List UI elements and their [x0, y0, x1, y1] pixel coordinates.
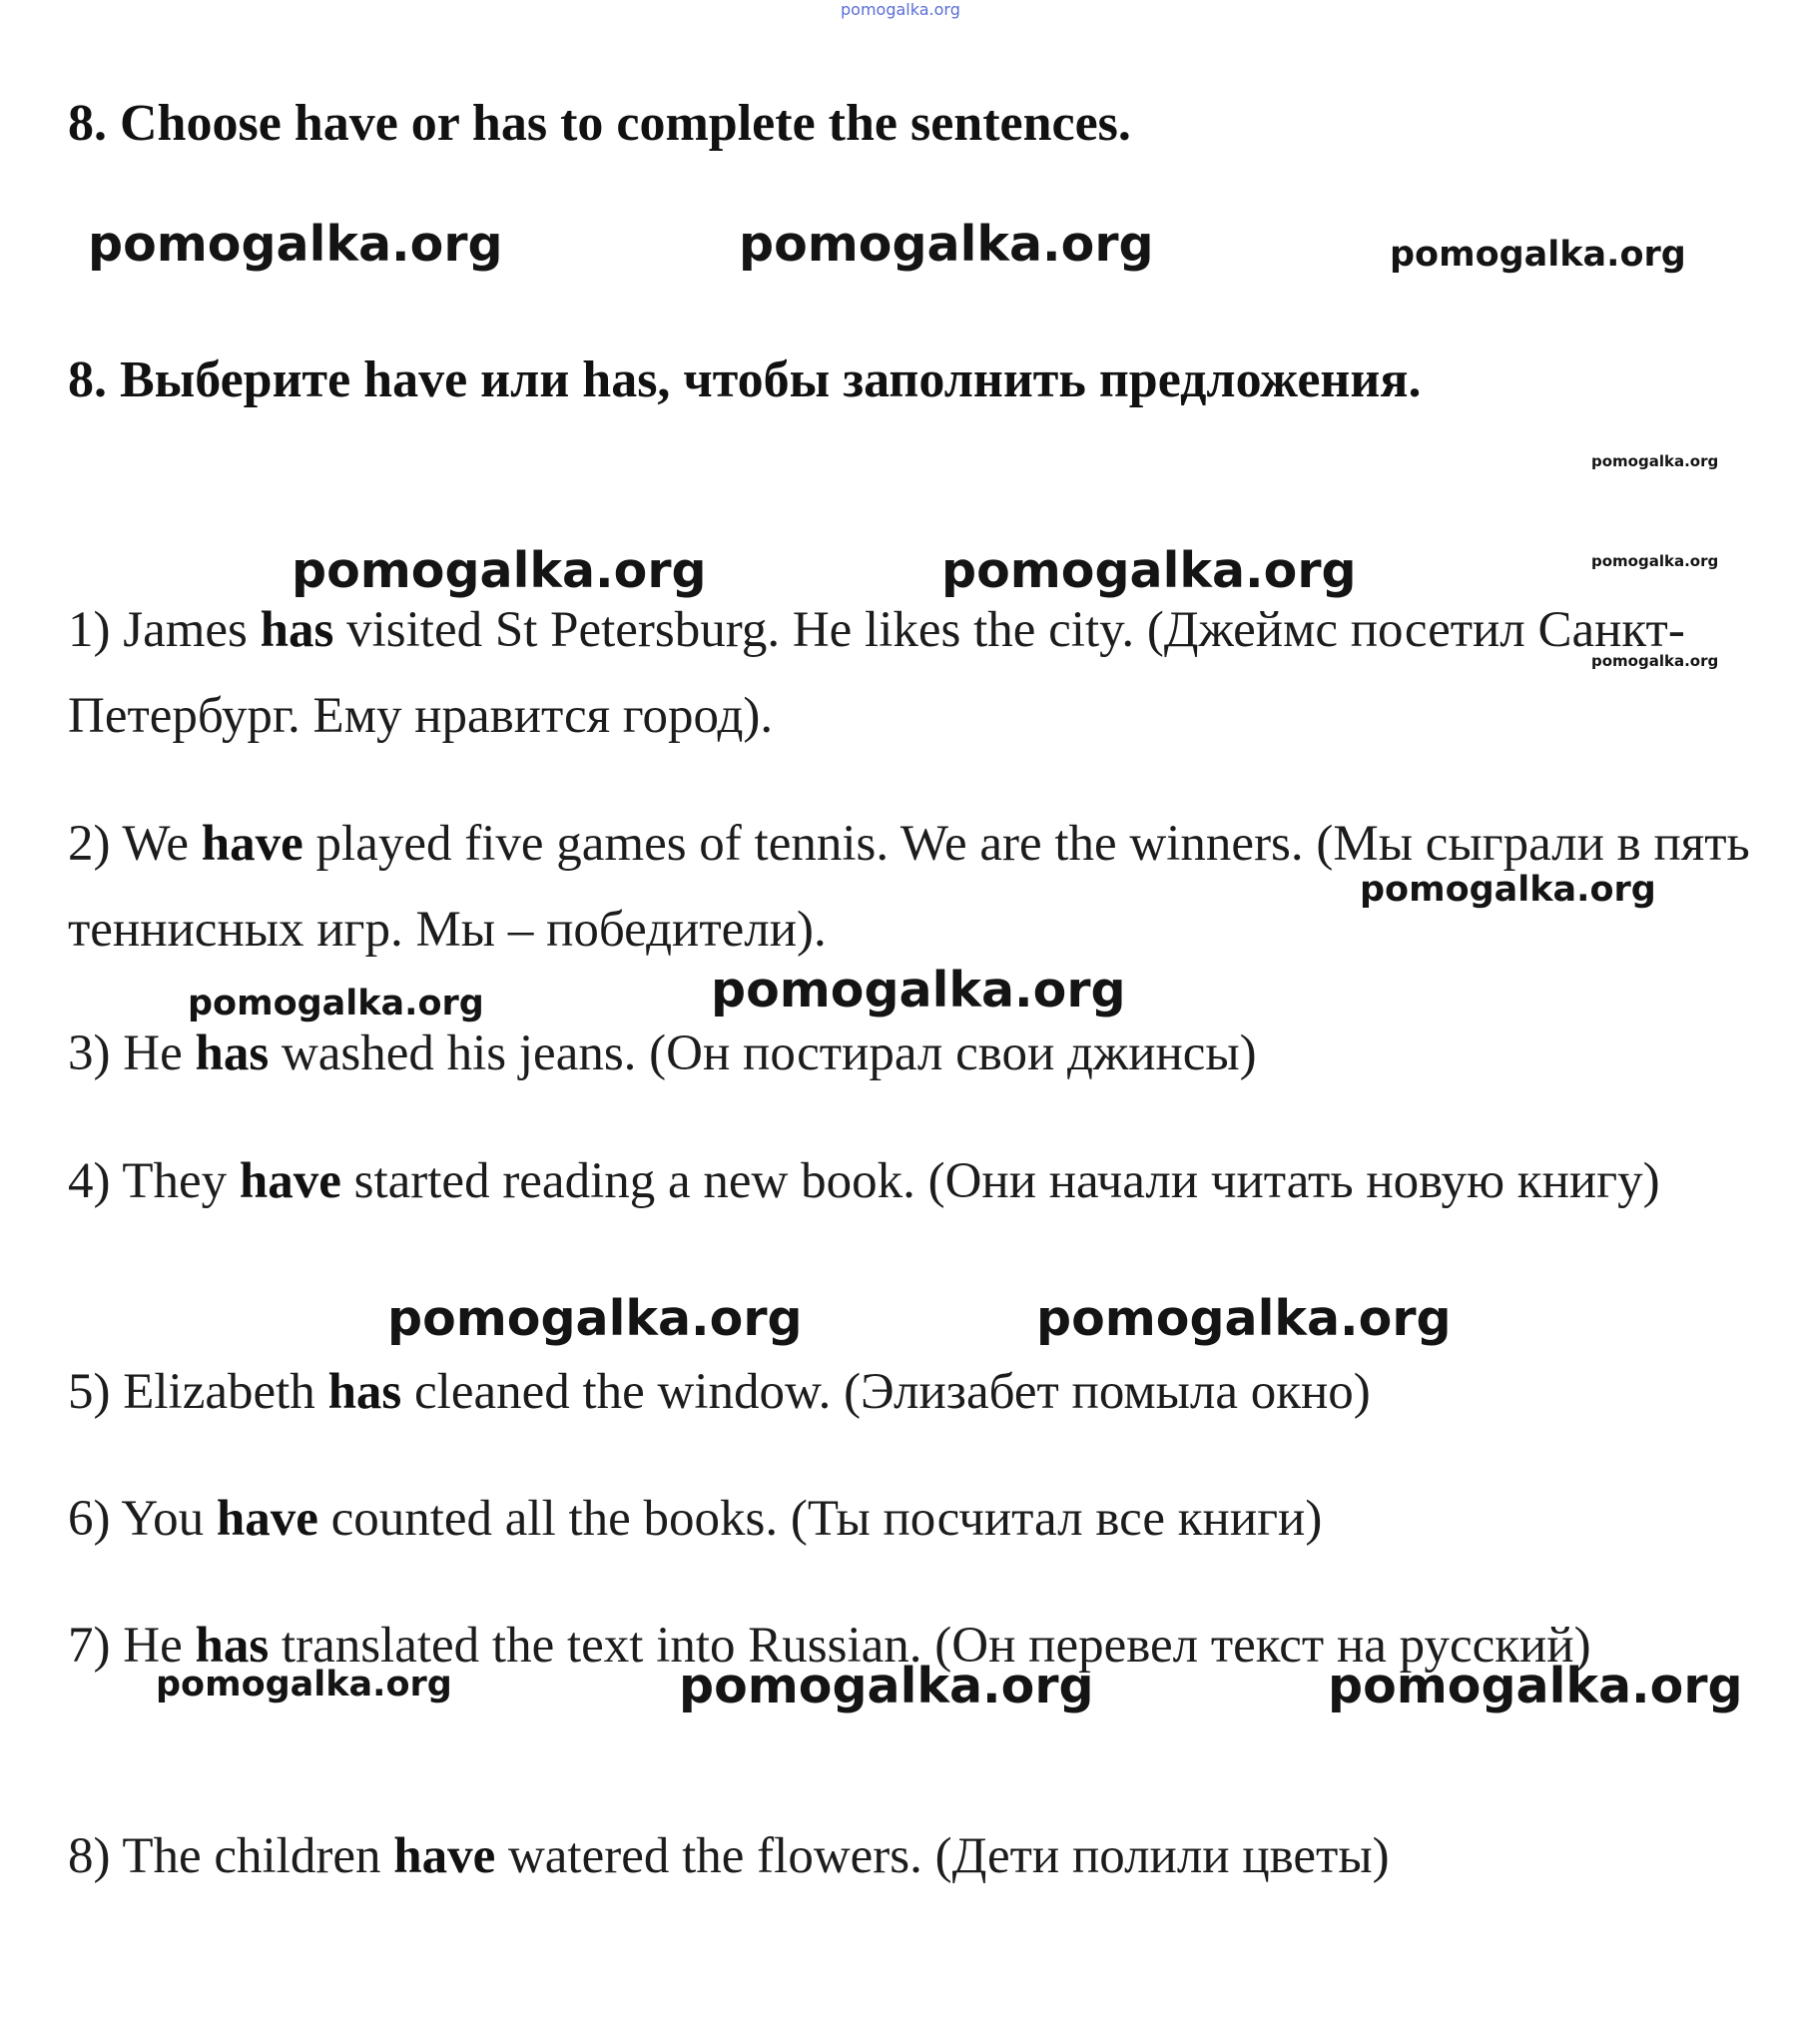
answer-keyword: has: [195, 1025, 270, 1081]
watermark: pomogalka.org: [711, 962, 1126, 1019]
watermark: pomogalka.org: [156, 1665, 452, 1704]
watermark: pomogalka.org: [1390, 235, 1686, 275]
watermark: pomogalka.org: [941, 542, 1357, 599]
sentence-5: 5) Elizabeth has cleaned the window. (Элизабет помыла окно): [68, 1364, 1371, 1420]
answer-keyword: have: [239, 1153, 341, 1209]
watermark: pomogalka.org: [739, 216, 1154, 273]
watermark: pomogalka.org: [1328, 1658, 1743, 1714]
sentence-6: 6) You have counted all the books. (Ты посчитал все книги): [68, 1491, 1323, 1547]
watermark: pomogalka.org: [1036, 1290, 1452, 1347]
sentence-4: 4) They have started reading a new book. (Они начали читать новую книгу): [68, 1153, 1660, 1209]
watermark: pomogalka.org: [1591, 552, 1719, 570]
watermark: pomogalka.org: [1360, 870, 1656, 910]
watermark: pomogalka.org: [841, 0, 960, 19]
watermark: pomogalka.org: [1591, 452, 1719, 470]
watermark: pomogalka.org: [1591, 652, 1719, 670]
watermark: pomogalka.org: [188, 984, 484, 1023]
sentence-1: 1) James has visited St Petersburg. He likes the city. (Джеймс посетил Санкт-Петербург. Ему нравится город).: [68, 602, 1685, 744]
answer-keyword: has: [195, 1618, 270, 1674]
sentence-2: 2) We have played five games of tennis. We are the winners. (Мы сыграли в пять теннисных игр. Мы – победители).: [68, 816, 1750, 958]
task-title-english: 8. Choose have or has to complete the sentences.: [68, 95, 1131, 152]
watermark: pomogalka.org: [679, 1658, 1094, 1714]
watermark: pomogalka.org: [387, 1290, 803, 1347]
sentence-7: 7) He has translated the text into Russian. (Он перевел текст на русский): [68, 1618, 1591, 1674]
watermark: pomogalka.org: [292, 542, 707, 599]
answer-keyword: has: [260, 602, 334, 658]
answer-keyword: has: [327, 1364, 402, 1420]
sentence-3: 3) He has washed his jeans. (Он постирал свои джинсы): [68, 1025, 1257, 1081]
answer-keyword: have: [216, 1491, 318, 1547]
sentence-8: 8) The children have watered the flowers. (Дети полили цветы): [68, 1828, 1390, 1884]
answer-keyword: have: [201, 816, 303, 872]
answer-keyword: have: [393, 1828, 496, 1884]
task-title-russian: 8. Выберите have или has, чтобы заполнить предложения.: [68, 351, 1422, 408]
watermark: pomogalka.org: [88, 216, 503, 273]
